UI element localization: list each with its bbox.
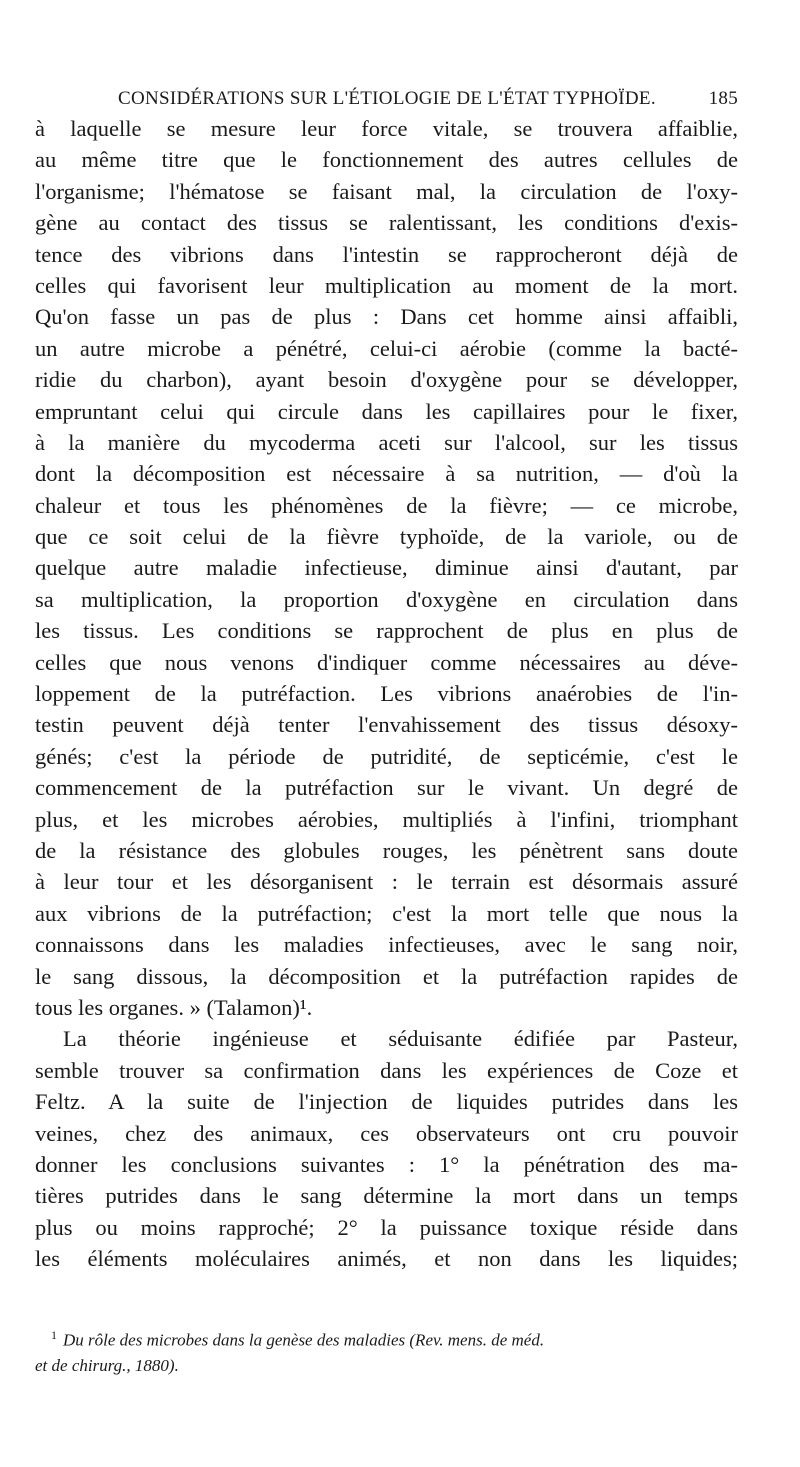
text-line: plus ou moins rapproché; 2° la puissance toxique réside dans [35,1214,738,1240]
text-line: sa multiplication, la proportion d'oxygène en circulation dans [35,586,738,612]
text-line: gène au contact des tissus se ralentissant, les conditions d'exis- [35,210,738,236]
text-line: veines, chez des animaux, ces observateurs ont cru pouvoir [35,1120,738,1146]
text-line: les éléments moléculaires animés, et non dans les liquides; [35,1246,738,1272]
footnote [35,1323,738,1378]
text-line: commencement de la putréfaction sur le vivant. Un degré de [35,775,738,801]
footnote-line-2: et de chirurg., 1880). [35,1355,179,1375]
text-line: à leur tour et les désorganisent : le terrain est désormais assuré [35,869,738,895]
text-line: à la manière du mycoderma aceti sur l'alcool, sur les tissus [35,429,738,455]
text-line: Feltz. A la suite de l'injection de liquides putrides dans les [35,1089,738,1115]
text-line: empruntant celui qui circule dans les capillaires pour le fixer, [35,398,738,424]
running-head [118,88,738,110]
text-line: plus, et les microbes aérobies, multipliés à l'infini, triomphant [35,806,738,832]
text-line: aux vibrions de la putréfaction; c'est la mort telle que nous la [35,900,738,926]
text-line: génés; c'est la période de putridité, de septicémie, c'est le [35,743,738,769]
text-line: les tissus. Les conditions se rapprochent de plus en plus de [35,618,738,644]
text-line: semble trouver sa confirmation dans les expériences de Coze et [35,1057,738,1083]
text-line: connaissons dans les maladies infectieuses, avec le sang noir, [35,932,738,958]
text-line: un autre microbe a pénétré, celui-ci aérobie (comme la bacté- [35,335,738,361]
text-line: le sang dissous, la décomposition et la putréfaction rapides de [35,963,738,989]
text-line: dont la décomposition est nécessaire à sa nutrition, — d'où la [35,461,738,487]
footnote-marker: 1 [51,1328,57,1342]
text-line: tous les organes. » (Talamon)¹. [35,994,313,1020]
text-line: chaleur et tous les phénomènes de la fièvre; — ce microbe, [35,492,738,518]
text-line: que ce soit celui de la fièvre typhoïde, de la variole, ou de [35,524,738,550]
text-line: ridie du charbon), ayant besoin d'oxygène pour se développer, [35,367,738,393]
text-line: celles qui favorisent leur multiplication au moment de la mort. [35,272,738,298]
text-line: loppement de la putréfaction. Les vibrions anaérobies de l'in- [35,681,738,707]
running-head-title: CONSIDÉRATIONS SUR L'ÉTIOLOGIE DE L'ÉTAT TYPHOÏDE. [118,88,656,109]
text-line: donner les conclusions suivantes : 1° la pénétration des ma- [35,1151,738,1177]
paragraph-start-line: La théorie ingénieuse et séduisante édifiée par Pasteur, [63,1026,738,1052]
text-line: au même titre que le fonctionnement des autres cellules de [35,147,738,173]
text-line: l'organisme; l'hématose se faisant mal, la circulation de l'oxy- [35,178,738,204]
text-line: quelque autre maladie infectieuse, diminue ainsi d'autant, par [35,555,738,581]
text-line: de la résistance des globules rouges, les pénètrent sans doute [35,837,738,863]
page-number: 185 [708,88,738,109]
text-line: tières putrides dans le sang détermine la mort dans un temps [35,1183,738,1209]
footnote-text: Du rôle des microbes dans la genèse des maladies (Rev. mens. de méd. [63,1330,545,1350]
text-line: testin peuvent déjà tenter l'envahissement des tissus désoxy- [35,712,738,738]
text-line: tence des vibrions dans l'intestin se rapprocheront déjà de [35,241,738,267]
body-text [35,113,738,1274]
text-line: à laquelle se mesure leur force vitale, se trouvera affaiblie, [35,116,738,141]
text-line: celles que nous venons d'indiquer comme nécessaires au déve- [35,649,738,675]
text-line: Qu'on fasse un pas de plus : Dans cet homme ainsi affaibli, [35,304,738,330]
footnote-line-1 [35,1323,738,1353]
